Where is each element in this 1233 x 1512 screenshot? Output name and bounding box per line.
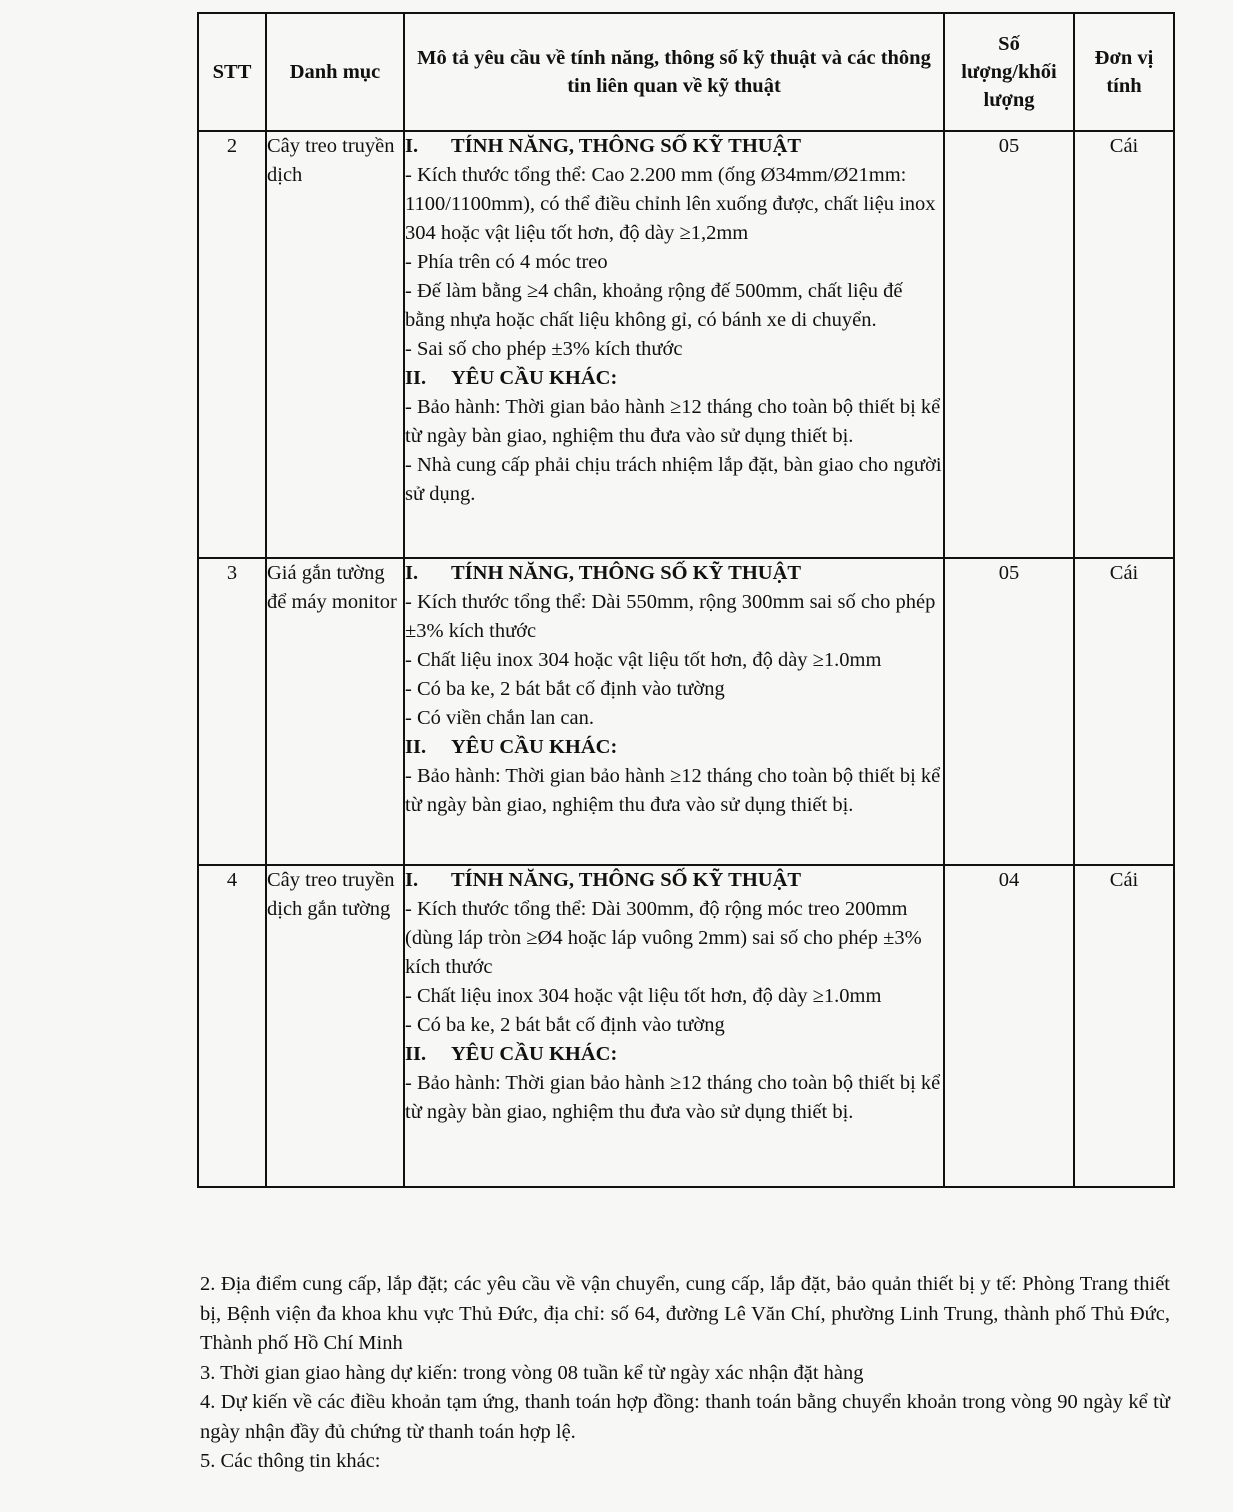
- row-stt: 2: [198, 131, 266, 558]
- footer-notes: [200, 1270, 1170, 1477]
- spec-line: - Sai số cho phép ±3% kích thước: [405, 338, 683, 360]
- header-description: Mô tả yêu cầu về tính năng, thông số kỹ thuật và các thông tin liên quan về kỹ thuật: [404, 13, 944, 131]
- note-delivery-time: 3. Thời gian giao hàng dự kiến: trong vòng 08 tuần kể từ ngày xác nhận đặt hàng: [200, 1361, 864, 1384]
- requirement-line: - Nhà cung cấp phải chịu trách nhiệm lắp đặt, bàn giao cho người sử dụng.: [405, 454, 942, 505]
- section-heading-specs: I. TÍNH NĂNG, THÔNG SỐ KỸ THUẬT: [405, 562, 802, 584]
- spec-line: - Kích thước tổng thể: Dài 550mm, rộng 300mm sai số cho phép ±3% kích thước: [405, 591, 936, 642]
- spec-line: - Đế làm bằng ≥4 chân, khoảng rộng đế 500mm, chất liệu đế bằng nhựa hoặc chất liệu không gỉ, có bánh xe di chuyển.: [405, 280, 903, 331]
- section-heading-other: II. YÊU CẦU KHÁC:: [405, 1043, 618, 1065]
- row-category: Cây treo truyền dịch: [266, 131, 404, 558]
- table-header-row: [198, 13, 1174, 131]
- row-unit: Cái: [1074, 558, 1174, 865]
- row-stt: 3: [198, 558, 266, 865]
- row-description: [404, 131, 944, 558]
- row-unit: Cái: [1074, 865, 1174, 1187]
- note-other-info: 5. Các thông tin khác:: [200, 1450, 381, 1472]
- note-delivery-location: 2. Địa điểm cung cấp, lắp đặt; các yêu cầu về vận chuyển, cung cấp, lắp đặt, bảo quản thiết bị y tế: Phòng Trang thiết bị, Bệnh viện đa khoa khu vực Thủ Đức, địa chỉ: số 64, đường Lê Văn Chí, phường Linh Trung, thành phố Thủ Đức, Thành phố Hồ Chí Minh: [200, 1273, 1170, 1354]
- section-heading-other: II. YÊU CẦU KHÁC:: [405, 367, 618, 389]
- spec-line: - Chất liệu inox 304 hoặc vật liệu tốt hơn, độ dày ≥1.0mm: [405, 649, 882, 671]
- row-quantity: 05: [944, 558, 1074, 865]
- note-payment-terms: 4. Dự kiến về các điều khoản tạm ứng, thanh toán hợp đồng: thanh toán bằng chuyển khoản trong vòng 90 ngày kể từ ngày nhận đầy đủ chứng từ thanh toán hợp lệ.: [200, 1391, 1170, 1443]
- spec-line: - Phía trên có 4 móc treo: [405, 251, 608, 273]
- header-category: Danh mục: [266, 13, 404, 131]
- section-heading-specs: I. TÍNH NĂNG, THÔNG SỐ KỸ THUẬT: [405, 869, 802, 891]
- table-row: [198, 558, 1174, 865]
- header-unit: Đơn vị tính: [1074, 13, 1174, 131]
- row-unit: Cái: [1074, 131, 1174, 558]
- row-stt: 4: [198, 865, 266, 1187]
- section-heading-specs: I. TÍNH NĂNG, THÔNG SỐ KỸ THUẬT: [405, 135, 802, 157]
- row-description: [404, 865, 944, 1187]
- header-stt: STT: [198, 13, 266, 131]
- spec-line: - Có ba ke, 2 bát bắt cố định vào tường: [405, 1014, 725, 1036]
- row-description: [404, 558, 944, 865]
- row-category: Giá gắn tường để máy monitor: [266, 558, 404, 865]
- table-row: [198, 131, 1174, 558]
- spec-line: - Chất liệu inox 304 hoặc vật liệu tốt hơn, độ dày ≥1.0mm: [405, 985, 882, 1007]
- spec-line: - Có ba ke, 2 bát bắt cố định vào tường: [405, 678, 725, 700]
- spec-line: - Kích thước tổng thể: Dài 300mm, độ rộng móc treo 200mm (dùng láp tròn ≥Ø4 hoặc láp vuông 2mm) sai số cho phép ±3% kích thước: [405, 898, 922, 978]
- row-quantity: 05: [944, 131, 1074, 558]
- table-row: [198, 865, 1174, 1187]
- section-heading-other: II. YÊU CẦU KHÁC:: [405, 736, 618, 758]
- spec-line: - Có viền chắn lan can.: [405, 707, 594, 729]
- requirement-line: - Bảo hành: Thời gian bảo hành ≥12 tháng cho toàn bộ thiết bị kể từ ngày bàn giao, nghiệm thu đưa vào sử dụng thiết bị.: [405, 765, 941, 816]
- equipment-spec-table: [197, 12, 1175, 1188]
- header-quantity: Số lượng/khối lượng: [944, 13, 1074, 131]
- row-category: Cây treo truyền dịch gắn tường: [266, 865, 404, 1187]
- requirement-line: - Bảo hành: Thời gian bảo hành ≥12 tháng cho toàn bộ thiết bị kể từ ngày bàn giao, nghiệm thu đưa vào sử dụng thiết bị.: [405, 396, 941, 447]
- row-quantity: 04: [944, 865, 1074, 1187]
- requirement-line: - Bảo hành: Thời gian bảo hành ≥12 tháng cho toàn bộ thiết bị kể từ ngày bàn giao, nghiệm thu đưa vào sử dụng thiết bị.: [405, 1072, 941, 1123]
- spec-line: - Kích thước tổng thể: Cao 2.200 mm (ống Ø34mm/Ø21mm: 1100/1100mm), có thể điều chỉnh lên xuống được, chất liệu inox 304 hoặc vật liệu tốt hơn, độ dày ≥1,2mm: [405, 164, 936, 244]
